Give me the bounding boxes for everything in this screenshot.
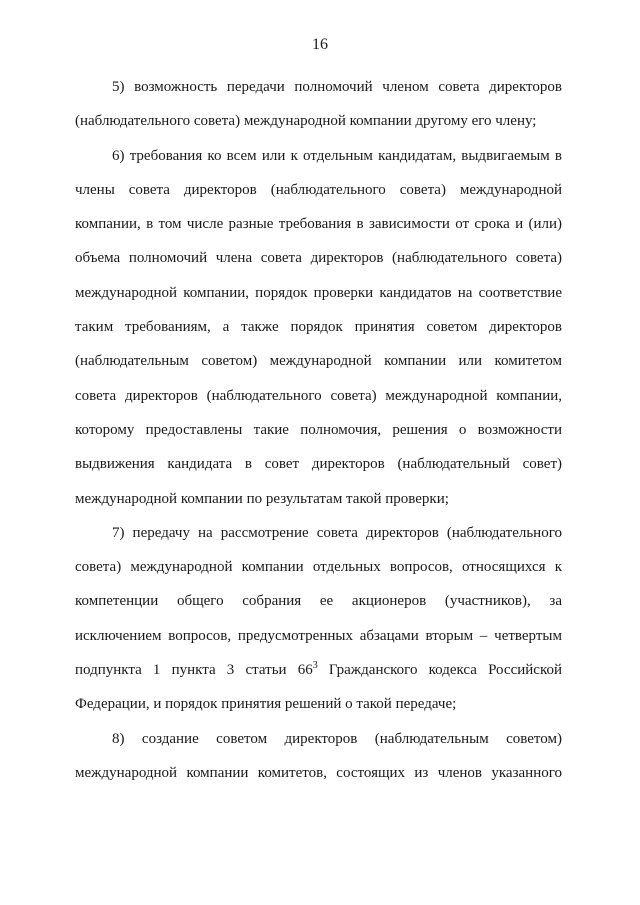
text-line: совета директоров (наблюдательного совета) международной компании, [75, 387, 562, 404]
text-line: 6) требования ко всем или к отдельным кандидатам, выдвигаемым в [112, 147, 562, 164]
paragraph-item-7 [75, 516, 562, 722]
text-line: объема полномочий члена совета директоров (наблюдательного совета) [75, 250, 562, 267]
paragraph-item-8 [75, 722, 562, 791]
text-line: исключением вопросов, предусмотренных абзацами вторым – четвертым [75, 627, 562, 644]
superscript: 3 [312, 660, 318, 672]
page-number: 16 [312, 36, 328, 53]
text-line: выдвижения кандидата в совет директоров (наблюдательный совет) [75, 456, 562, 473]
text-line: совета) международной компании отдельных вопросов, относящихся к [75, 559, 562, 576]
text-line: которому предоставлены такие полномочия, решения о возможности [75, 421, 562, 438]
text-line-with-superscript [75, 653, 562, 687]
paragraph-item-5 [75, 70, 562, 139]
paragraph-item-6 [75, 139, 562, 516]
text-line: международной компании по результатам такой проверки; [75, 490, 449, 507]
text-line: (наблюдательным советом) международной компании или комитетом [75, 353, 562, 370]
text-line: (наблюдательного совета) международной компании другому его члену; [75, 113, 537, 130]
text-line: компетенции общего собрания ее акционеров (участников), за [75, 593, 562, 610]
text-line: Федерации, и порядок принятия решений о такой передаче; [75, 696, 457, 713]
text-line: международной компании комитетов, состоящих из членов указанного [75, 764, 562, 781]
text-fragment: Гражданского кодекса Российской [317, 662, 562, 679]
text-fragment: подпункта 1 пункта 3 статьи 66 [75, 662, 313, 679]
text-line: международной компании, порядок проверки кандидатов на соответствие [75, 284, 562, 301]
text-line: компании, в том числе разные требования в зависимости от срока и (или) [75, 216, 562, 233]
text-line: таким требованиям, а также порядок принятия советом директоров [75, 319, 562, 336]
text-line: 8) создание советом директоров (наблюдательным советом) [112, 730, 562, 747]
text-line: члены совета директоров (наблюдательного совета) международной [75, 181, 562, 198]
text-line: 5) возможность передачи полномочий членом совета директоров [112, 79, 562, 95]
document-body [75, 70, 562, 790]
text-line: 7) передачу на рассмотрение совета директоров (наблюдательного [112, 524, 562, 541]
